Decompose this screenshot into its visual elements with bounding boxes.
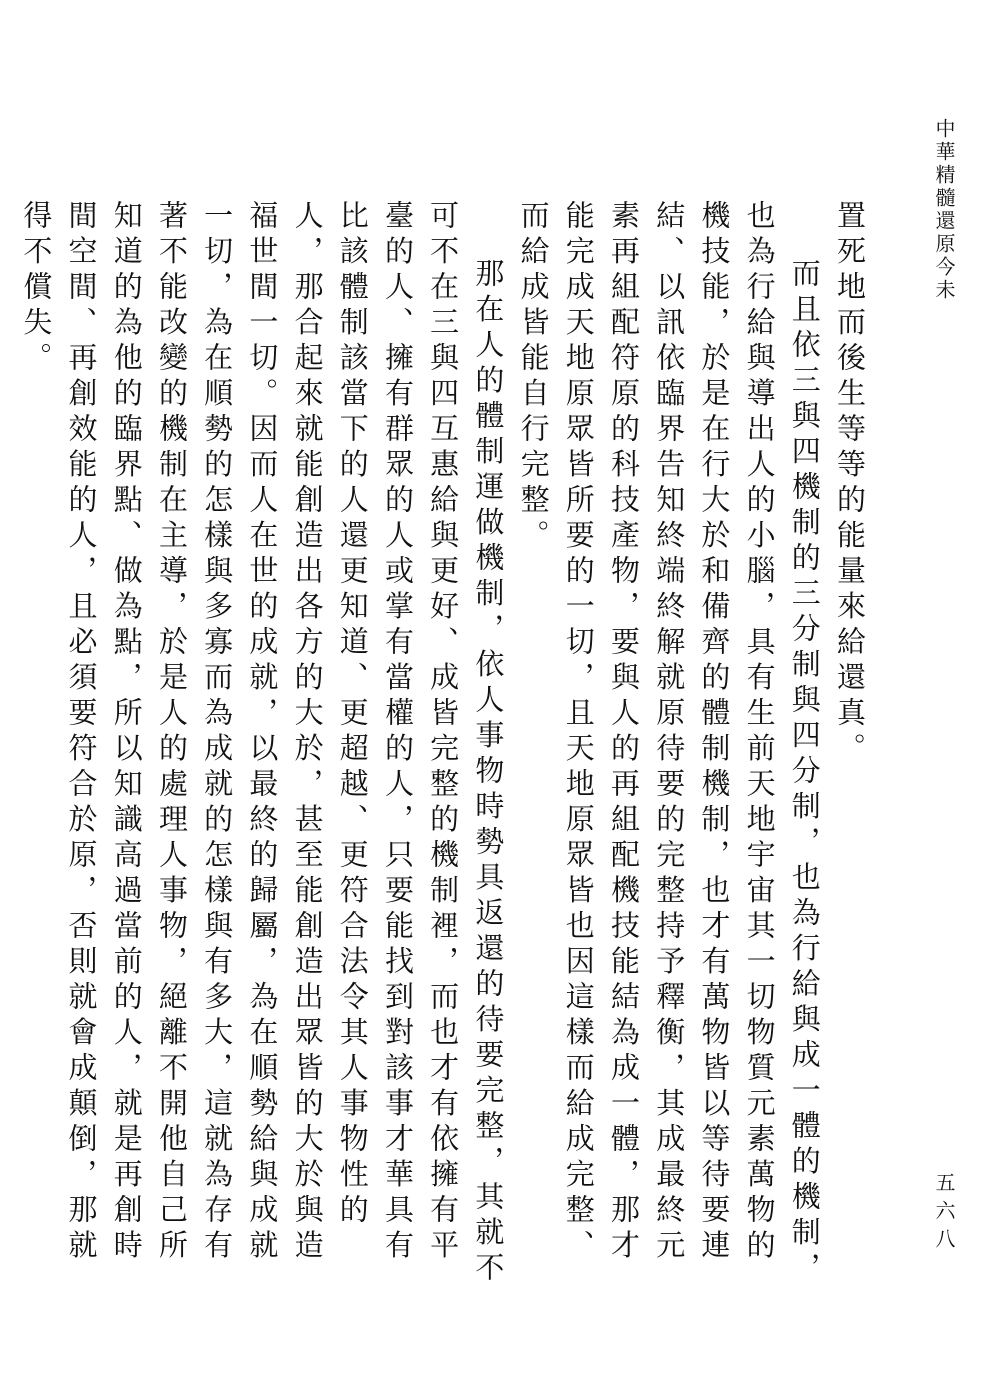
running-head: 中華精髓還原今未 — [932, 118, 956, 302]
body-text — [19, 200, 872, 1300]
paragraph-2: 而且依三與四機制的三分制與四分制，也為行給與成一體的機制，也為行給與導出人的小腦，具有生前天地宇宙其一切物質元素萬物的機技能，於是在行大於和備齊的體制機制，也才有萬物皆以等待要連結、以訊依臨界告知終端終解就原待要的完整持予釋衡，其成最終元素再組配符原的科技產物，要與人的再組配機技能結為成一體，那才能完成天地原眾皆所要的一切，且天地原眾皆也因這樣而給成完整、而給成皆能自行完整。 — [516, 200, 822, 1288]
paragraph-3: 那在人的體制運做機制，依人事物時勢具返還的待要完整，其就不可不在三與四互惠給與更好、成皆完整的機制裡，而也才有依擁有平臺的人、擁有群眾的人或掌有當權的人，只要能找到對該事才華具有比該體制該當下的人還更知道、更超越、更符合法令其人事物性的人，那合起來就能創造出各方的大於，甚至能創造出眾皆的大於與造福世間一切。因而人在世的成就，以最終的歸屬，為在順勢給與成就一切，為在順勢的怎樣與多寡而為成就的怎樣與有多大，這就為存有著不能改變的機制在主導，於是人的處理人事物，絕離不開他自己所知道的為他的臨界點、做為點，所以知識高過當前的人，就是再創時間空間、再創效能的人，且必須要符合於原，否則就會成顛倒，那就得不償失。 — [19, 200, 506, 1288]
page-number: 五六八 — [932, 1172, 956, 1256]
paragraph-1: 置死地而後生等等的能量來給還真。 — [833, 200, 867, 768]
